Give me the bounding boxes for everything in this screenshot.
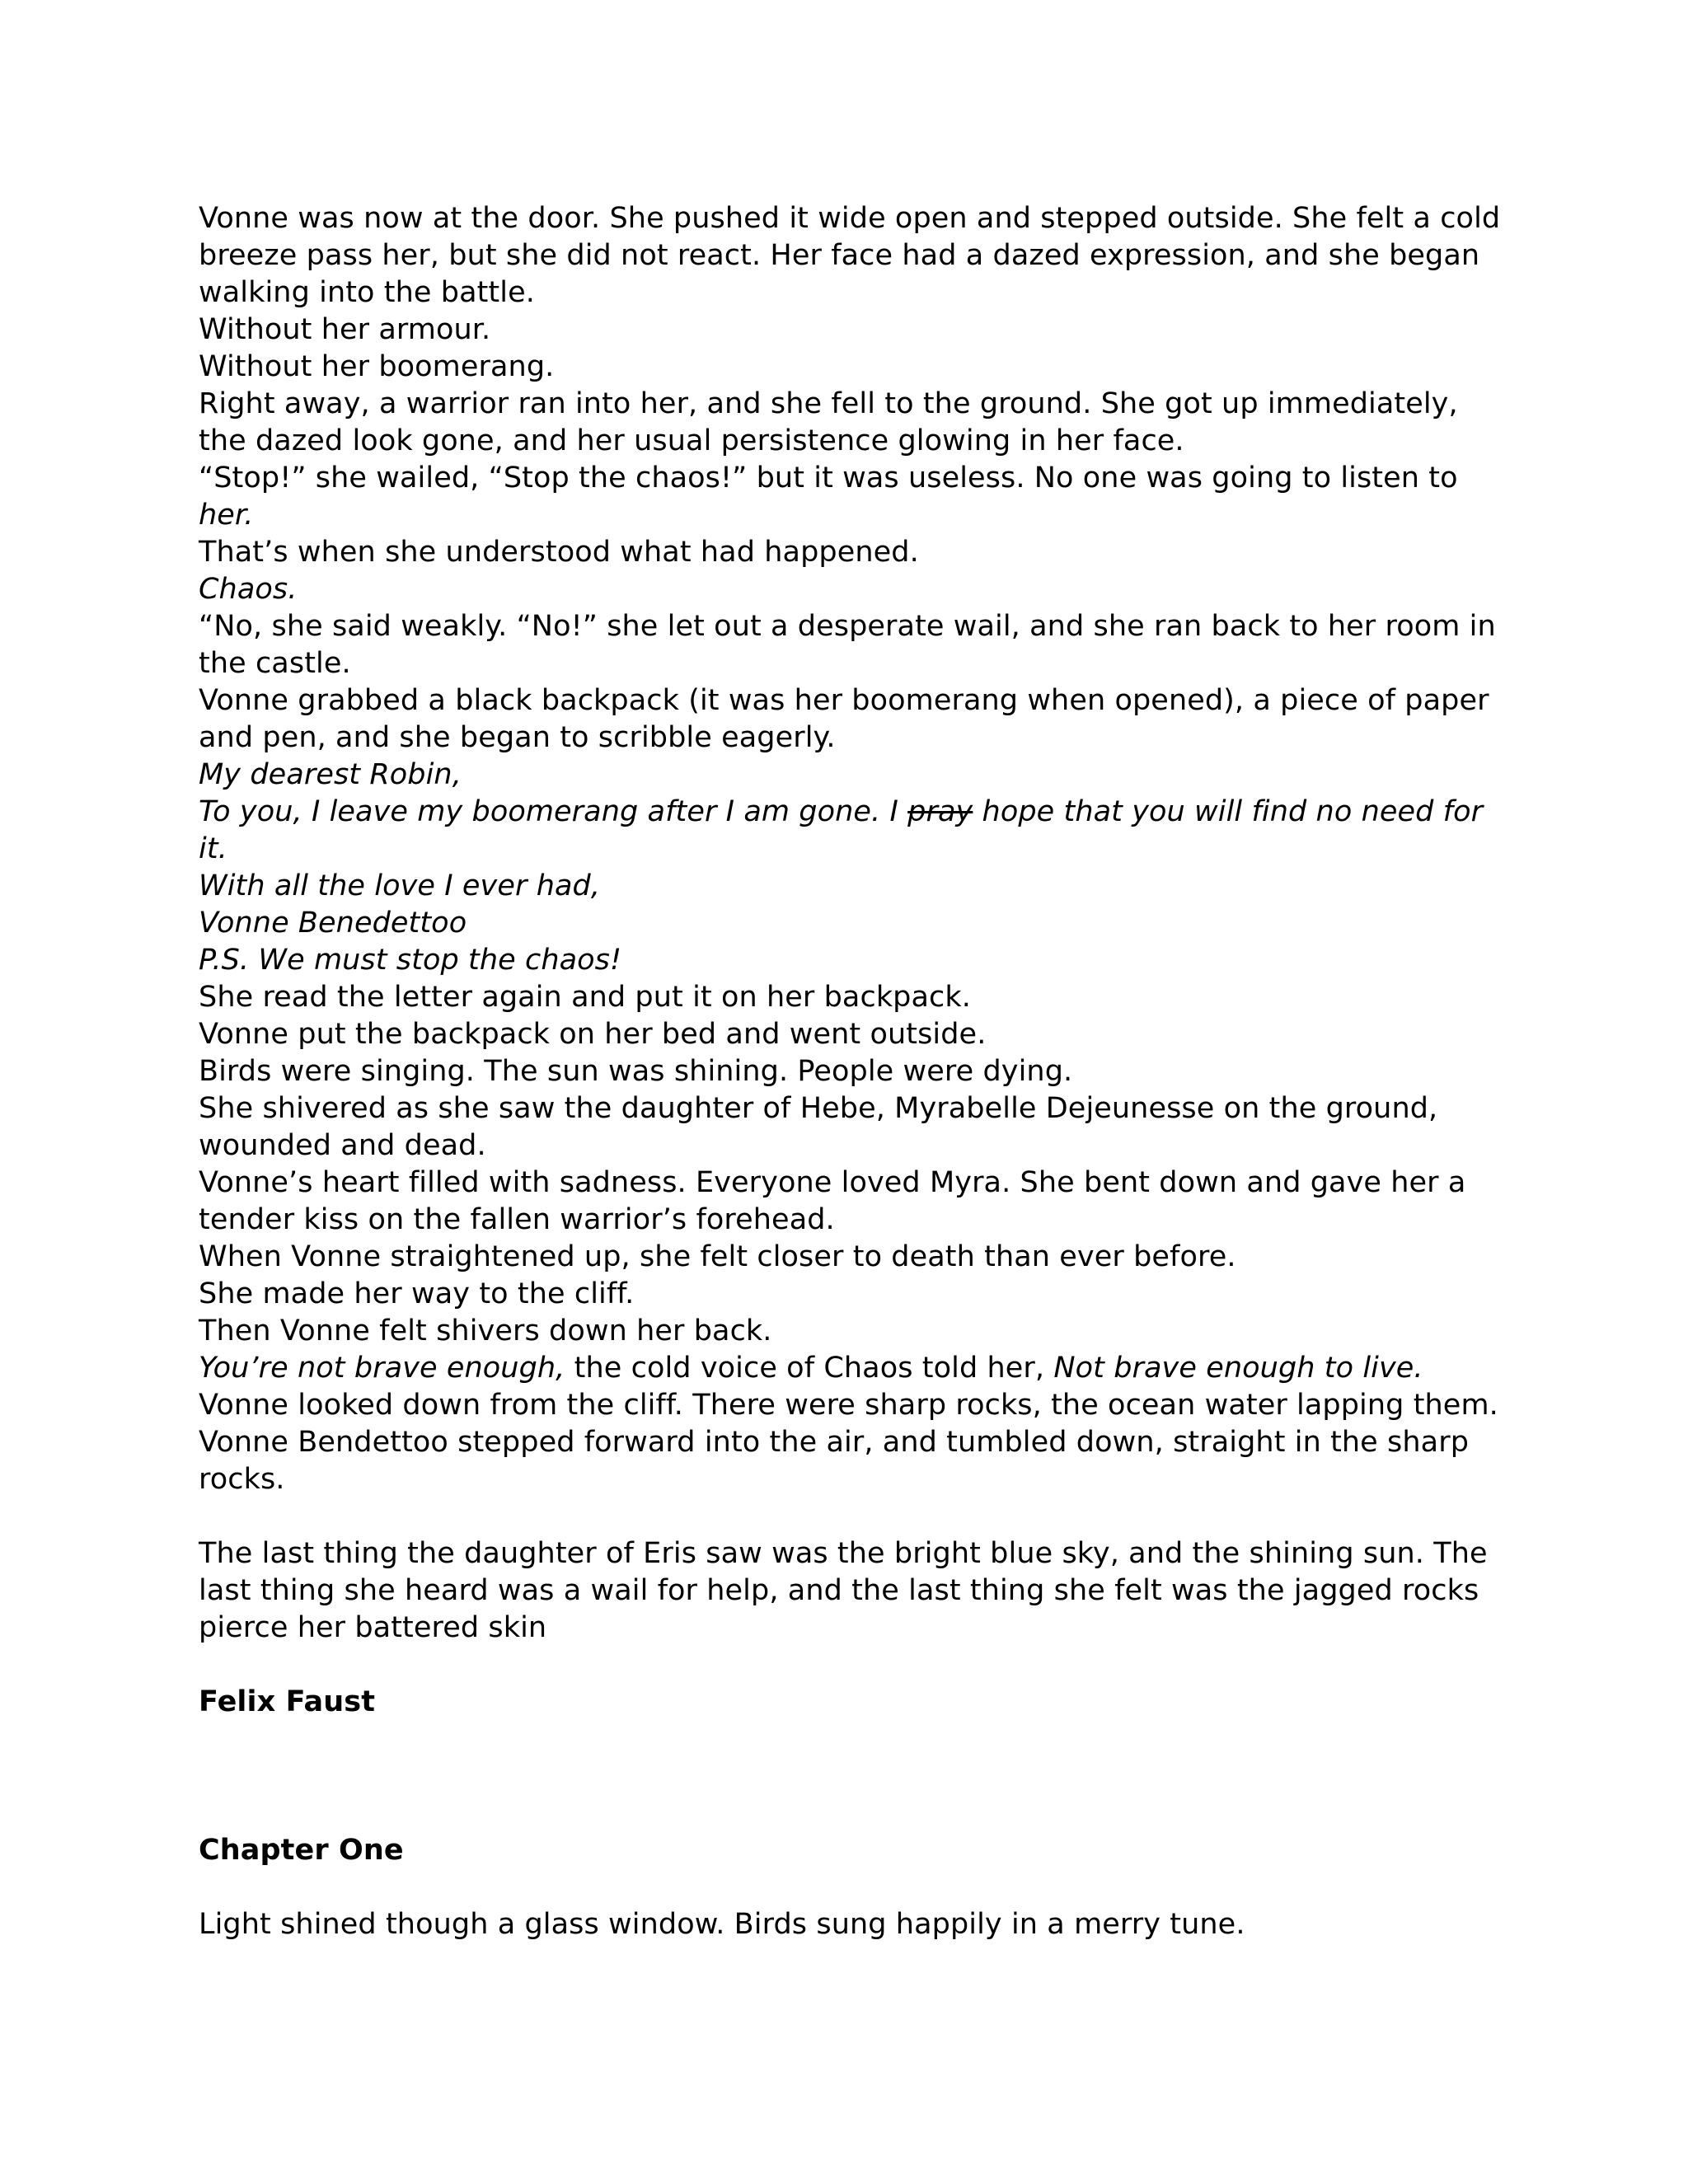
letter-body-text: hope that you will find no need for it. — [199, 795, 1484, 865]
letter-body-text: To you, I leave my boomerang after I am gone. I — [199, 795, 908, 828]
paragraph: Without her armour. — [199, 313, 491, 346]
paragraph: Then Vonne felt shivers down her back. — [199, 1315, 772, 1347]
paragraph: Vonne put the backpack on her bed and went outside. — [199, 1018, 987, 1051]
letter-signature: Vonne Benedettoo — [199, 907, 467, 940]
paragraph-italic: Chaos. — [199, 573, 298, 606]
letter-postscript: P.S. We must stop the chaos! — [199, 944, 622, 977]
emphasis-text: You’re not brave enough, — [199, 1352, 565, 1385]
paragraph: “No, she said weakly. “No!” she let out a desperate wail, and she ran back to her room in the castle. — [199, 610, 1496, 680]
emphasis-text: her. — [199, 499, 254, 532]
letter-greeting: My dearest Robin, — [199, 758, 462, 791]
document-text-body — [199, 200, 1501, 1943]
paragraph — [199, 460, 1501, 534]
paragraph: She made her way to the cliff. — [199, 1277, 635, 1310]
paragraph: Birds were singing. The sun was shining. People were dying. — [199, 1055, 1073, 1088]
paragraph: Light shined though a glass window. Birds sung happily in a merry tune. — [199, 1908, 1245, 1941]
paragraph-text: the cold voice of Chaos told her, — [565, 1352, 1054, 1385]
paragraph: Vonne was now at the door. She pushed it wide open and stepped outside. She felt a cold breeze pass her, but she did not react. Her face had a dazed expression, and she began walking into the battle. — [199, 202, 1501, 309]
struck-word: pray — [907, 795, 973, 828]
paragraph: When Vonne straightened up, she felt closer to death than ever before. — [199, 1240, 1236, 1273]
paragraph: Vonne looked down from the cliff. There were sharp rocks, the ocean water lapping them. — [199, 1389, 1498, 1422]
paragraph: She shivered as she saw the daughter of Hebe, Myrabelle Dejeunesse on the ground, wounded and dead. — [199, 1092, 1438, 1162]
emphasis-text: Not brave enough to live. — [1053, 1352, 1423, 1385]
paragraph — [199, 1350, 1501, 1387]
paragraph: Right away, a warrior ran into her, and she fell to the ground. She got up immediately, the dazed look gone, and her usual persistence glowing in her face. — [199, 387, 1458, 457]
letter-closing: With all the love I ever had, — [199, 869, 601, 902]
paragraph: She read the letter again and put it on her backpack. — [199, 981, 971, 1014]
paragraph: Vonne Bendettoo stepped forward into the air, and tumbled down, straight in the sharp rocks. — [199, 1426, 1470, 1496]
paragraph: Vonne grabbed a black backpack (it was her boomerang when opened), a piece of paper and pen, and she began to scribble eagerly. — [199, 684, 1489, 754]
letter-body — [199, 794, 1501, 868]
paragraph: The last thing the daughter of Eris saw was the bright blue sky, and the shining sun. The last thing she heard was a wail for help, and the last thing she felt was the jagged rocks pierce her battered skin — [199, 1537, 1488, 1644]
chapter-title: Chapter One — [199, 1834, 404, 1867]
paragraph: Without her boomerang. — [199, 350, 555, 383]
part-title: Felix Faust — [199, 1685, 376, 1718]
paragraph: That’s when she understood what had happened. — [199, 536, 919, 569]
paragraph-text: “Stop!” she wailed, “Stop the chaos!” but it was useless. No one was going to listen to — [199, 462, 1458, 494]
paragraph: Vonne’s heart filled with sadness. Everyone loved Myra. She bent down and gave her a tender kiss on the fallen warrior’s forehead. — [199, 1166, 1466, 1236]
